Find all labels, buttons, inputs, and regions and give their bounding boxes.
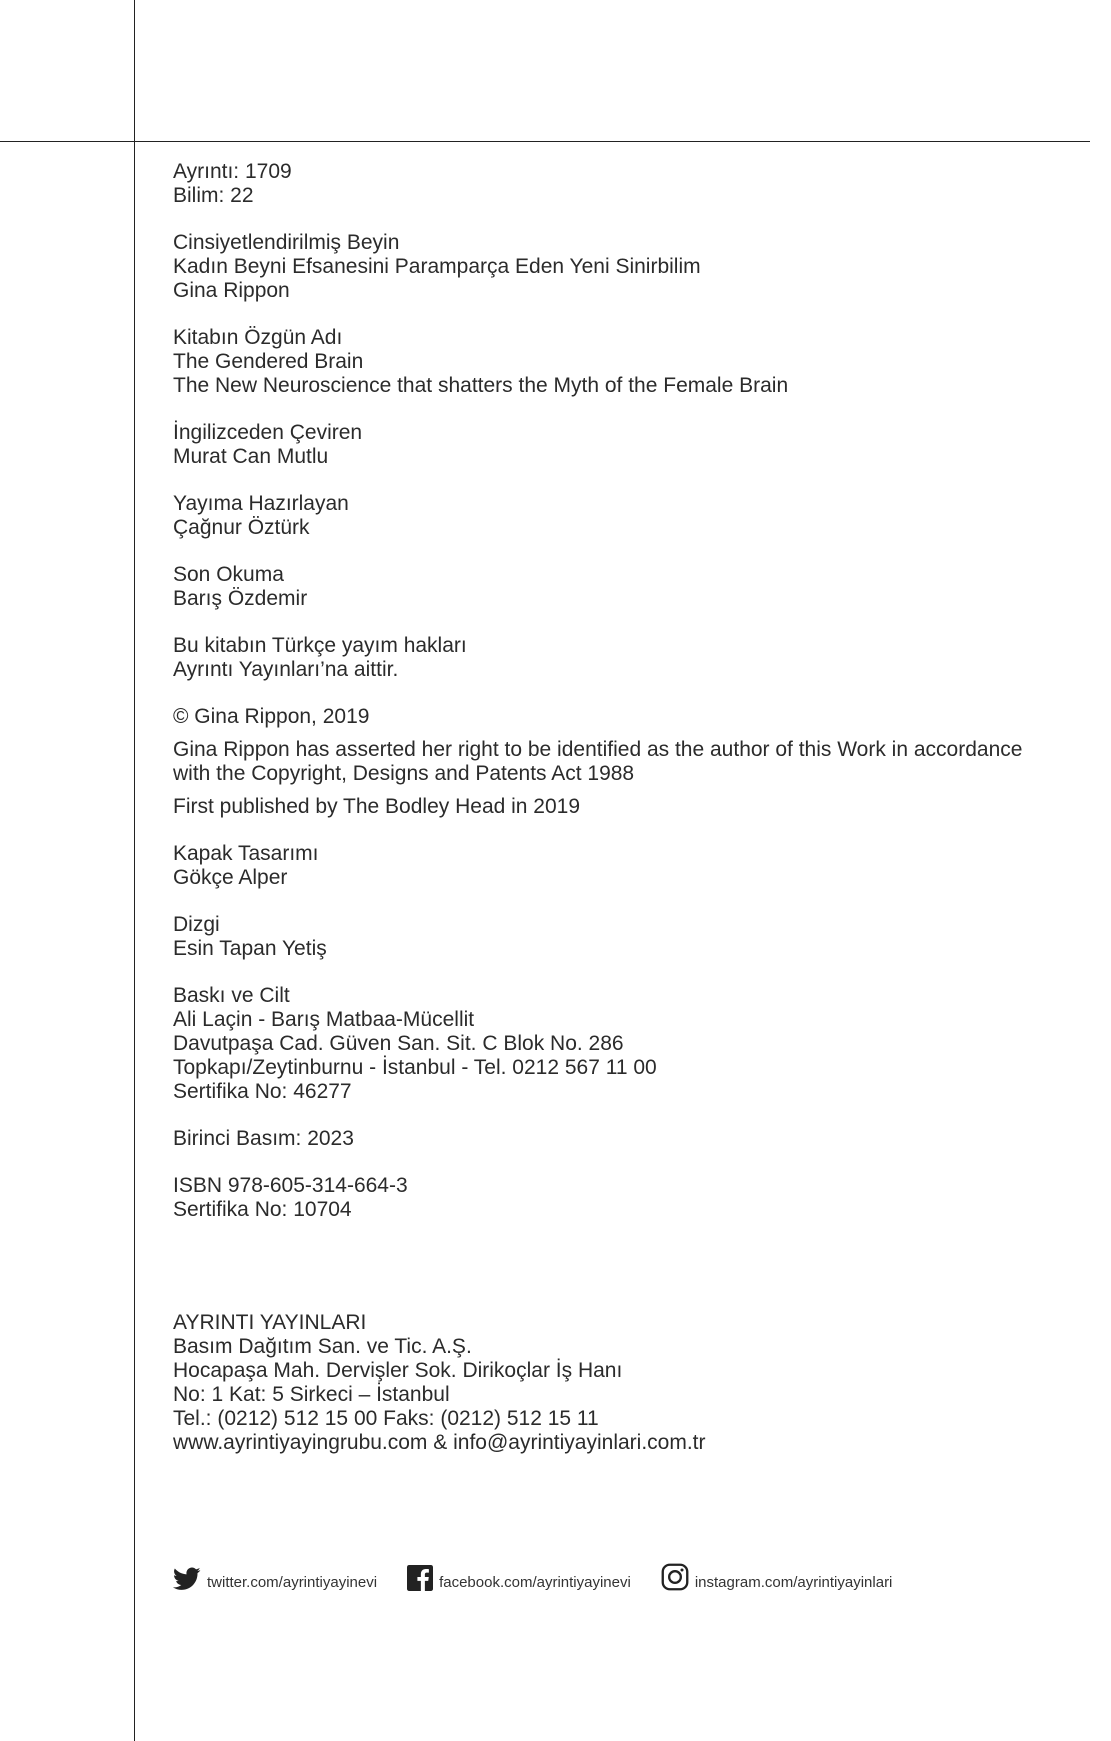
- publisher-name: AYRINTI YAYINLARI: [173, 1311, 367, 1334]
- instagram-icon: [661, 1563, 695, 1591]
- printing-block: [173, 984, 1053, 1104]
- printing-company: Ali Laçin - Barış Matbaa-Mücellit: [173, 1008, 475, 1031]
- cover-block: [173, 842, 1053, 890]
- translator-label: İngilizceden Çeviren: [173, 421, 363, 444]
- proofreading-name: Barış Özdemir: [173, 587, 308, 610]
- proofreading-block: [173, 563, 1053, 611]
- copyright-assertion-block: [173, 738, 1053, 786]
- editor-label: Yayıma Hazırlayan: [173, 492, 349, 515]
- printing-label: Baskı ve Cilt: [173, 984, 290, 1007]
- series-block: [173, 160, 1053, 208]
- twitter-label: twitter.com/ayrintiyayinevi: [207, 1574, 378, 1591]
- publisher-phone-fax: Tel.: (0212) 512 15 00 Faks: (0212) 512 15 11: [173, 1407, 599, 1430]
- publisher-legal-name: Basım Dağıtım San. ve Tic. A.Ş.: [173, 1335, 472, 1358]
- original-title-block: [173, 326, 1053, 398]
- horizontal-rule: [0, 141, 1090, 142]
- copyright-block: [173, 705, 1053, 729]
- facebook-link[interactable]: [407, 1565, 631, 1591]
- original-subtitle: The New Neuroscience that shatters the Myth of the Female Brain: [173, 374, 789, 397]
- book-block: [173, 231, 1053, 303]
- rights-block: [173, 634, 1053, 682]
- twitter-icon: [173, 1567, 207, 1591]
- facebook-label: facebook.com/ayrintiyayinevi: [439, 1574, 631, 1591]
- original-title-label: Kitabın Özgün Adı: [173, 326, 343, 349]
- copyright-line: © Gina Rippon, 2019: [173, 705, 370, 728]
- translator-name: Murat Can Mutlu: [173, 445, 329, 468]
- book-subtitle: Kadın Beyni Efsanesini Paramparça Eden Yeni Sinirbilim: [173, 255, 701, 278]
- publisher-certificate: Sertifika No: 10704: [173, 1198, 352, 1221]
- translator-block: [173, 421, 1053, 469]
- typesetting-name: Esin Tapan Yetiş: [173, 937, 327, 960]
- facebook-icon: [407, 1565, 439, 1591]
- typesetting-label: Dizgi: [173, 913, 220, 936]
- rights-line-2: Ayrıntı Yayınları’na aittir.: [173, 658, 399, 681]
- instagram-label: instagram.com/ayrintiyayinlari: [694, 1574, 893, 1591]
- editor-block: [173, 492, 1053, 540]
- original-title: The Gendered Brain: [173, 350, 364, 373]
- printing-certificate: Sertifika No: 46277: [173, 1080, 352, 1103]
- copyright-assertion: Gina Rippon has asserted her right to be identified as the author of this Work in accordance with the Copyright, Designs and Patents Act 1988: [173, 738, 1023, 785]
- isbn: ISBN 978-605-314-664-3: [173, 1174, 408, 1197]
- social-links: [173, 1563, 922, 1591]
- typesetting-block: [173, 913, 1053, 961]
- proofreading-label: Son Okuma: [173, 563, 284, 586]
- colophon: [173, 160, 1053, 1245]
- cover-label: Kapak Tasarımı: [173, 842, 319, 865]
- rights-line-1: Bu kitabın Türkçe yayım hakları: [173, 634, 467, 657]
- editor-name: Çağnur Öztürk: [173, 516, 310, 539]
- publisher-block: [173, 1311, 706, 1455]
- first-published: First published by The Bodley Head in 2019: [173, 795, 581, 818]
- printing-location-phone: Topkapı/Zeytinburnu - İstanbul - Tel. 0212 567 11 00: [173, 1056, 657, 1079]
- printing-address: Davutpaşa Cad. Güven San. Sit. C Blok No. 286: [173, 1032, 624, 1055]
- vertical-rule: [134, 0, 135, 1741]
- series-category: Bilim: 22: [173, 184, 254, 207]
- instagram-link[interactable]: [661, 1563, 893, 1591]
- edition-block: [173, 1127, 1053, 1151]
- publisher-address-1: Hocapaşa Mah. Dervişler Sok. Dirikoçlar İş Hanı: [173, 1359, 623, 1382]
- cover-designer: Gökçe Alper: [173, 866, 288, 889]
- edition: Birinci Basım: 2023: [173, 1127, 354, 1150]
- book-author: Gina Rippon: [173, 279, 290, 302]
- book-title: Cinsiyetlendirilmiş Beyin: [173, 231, 400, 254]
- first-published-block: [173, 795, 1053, 819]
- isbn-block: [173, 1174, 1053, 1222]
- series-number: Ayrıntı: 1709: [173, 160, 292, 183]
- twitter-link[interactable]: [173, 1567, 377, 1591]
- publisher-address-2: No: 1 Kat: 5 Sirkeci – İstanbul: [173, 1383, 450, 1406]
- publisher-web-email[interactable]: www.ayrintiyayingrubu.com & info@ayrintiyayinlari.com.tr: [173, 1431, 706, 1454]
